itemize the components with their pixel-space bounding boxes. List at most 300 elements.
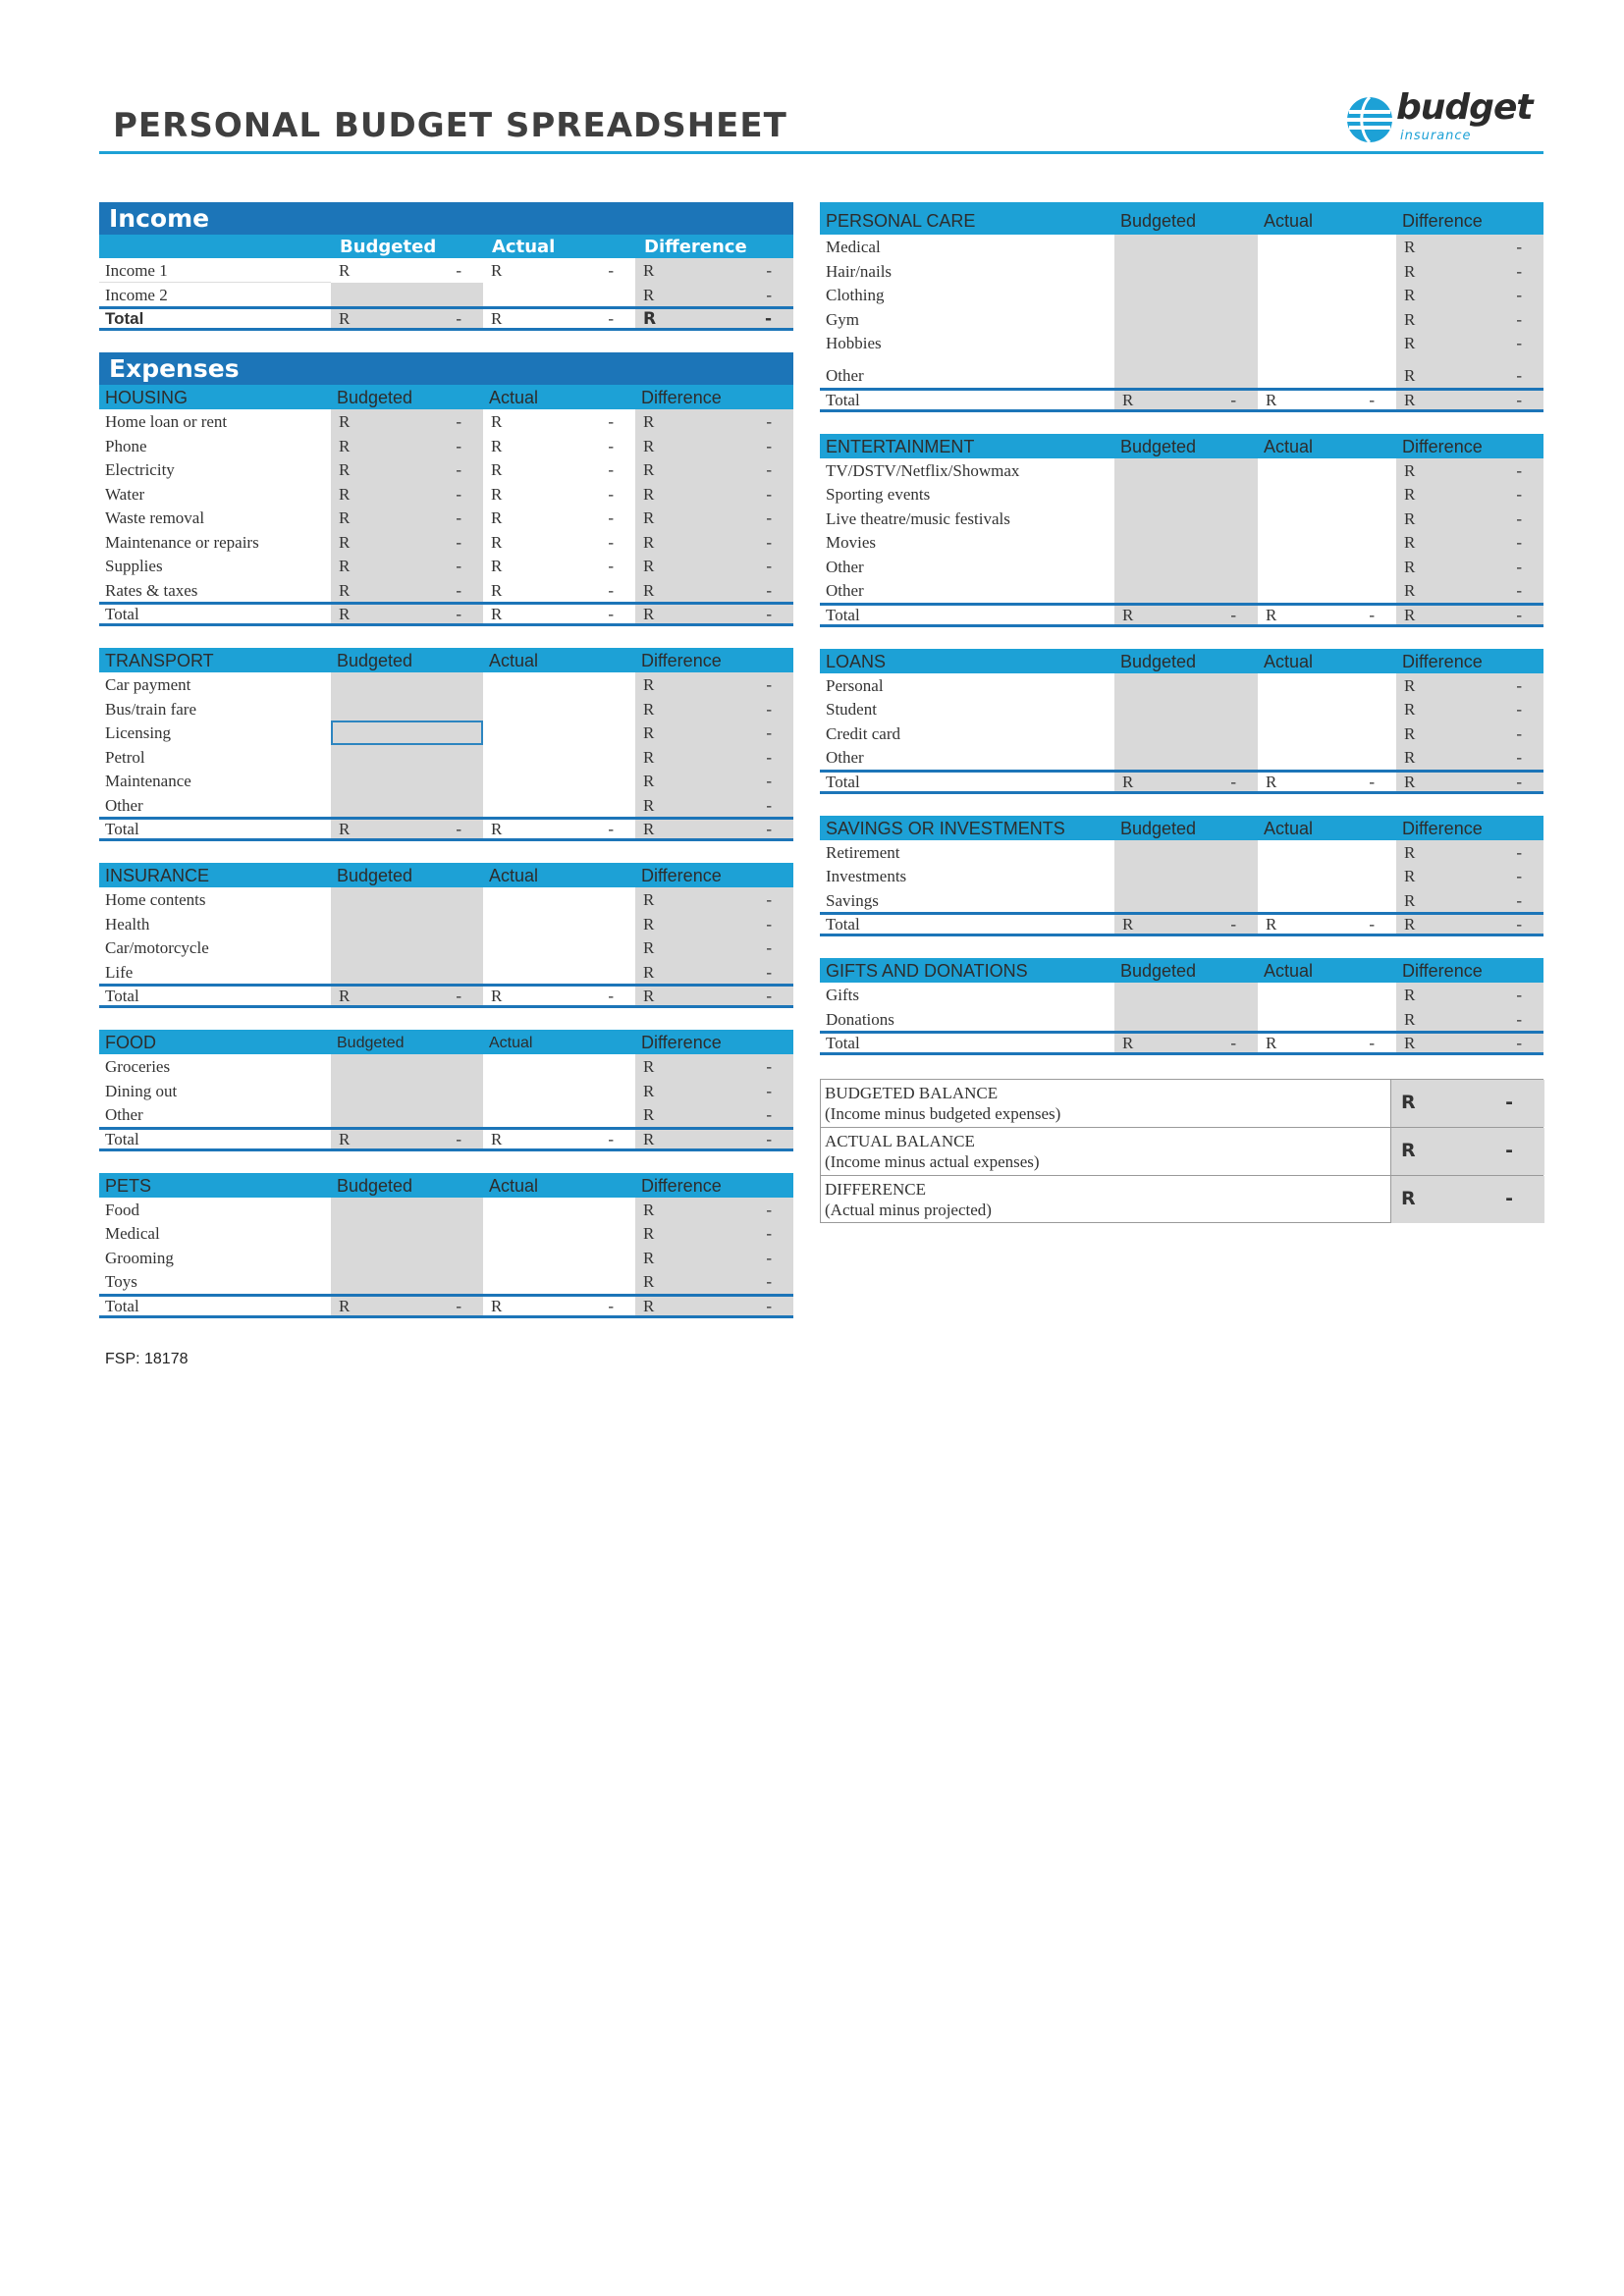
actual-cell[interactable]: [1258, 458, 1396, 483]
difference-balance-value: R -: [1391, 1176, 1544, 1223]
actual-cell[interactable]: [1258, 307, 1396, 332]
budgeted-cell[interactable]: [331, 1079, 483, 1103]
budgeted-cell[interactable]: [331, 793, 483, 818]
budgeted-cell[interactable]: [1114, 721, 1258, 746]
col-actual: Actual: [483, 1173, 635, 1198]
difference-cell: R -: [1396, 259, 1543, 284]
difference-cell: R -: [1396, 578, 1543, 603]
insurance-total-row: [99, 984, 793, 1008]
col-difference: Difference: [1396, 649, 1543, 673]
gifts-rows: [820, 983, 1543, 1031]
budgeted-cell[interactable]: [331, 769, 483, 793]
difference-total: R -: [1396, 603, 1543, 627]
loans-total-row: [820, 770, 1543, 794]
difference-cell: R -: [635, 769, 793, 793]
difference-cell: R -: [635, 745, 793, 770]
budgeted-cell[interactable]: [1114, 283, 1258, 307]
logo-subtext: insurance: [1400, 129, 1472, 143]
actual-cell[interactable]: [483, 960, 635, 985]
budgeted-cell[interactable]: [1114, 578, 1258, 603]
actual-cell[interactable]: R -: [491, 261, 614, 280]
budgeted-total: R -: [331, 817, 483, 841]
income-table: [99, 258, 793, 306]
actual-total: R -: [483, 1294, 635, 1318]
savings-total-row: [820, 912, 1543, 936]
difference-total: R -: [635, 1294, 793, 1318]
budgeted-cell[interactable]: R -: [331, 434, 483, 458]
globe-icon: [1345, 95, 1394, 144]
gifts-section: [820, 958, 1543, 1055]
actual-cell[interactable]: [1258, 983, 1396, 1007]
col-actual: Actual: [483, 863, 635, 887]
row-label: Health: [105, 914, 150, 934]
row-label: Clothing: [826, 286, 885, 304]
total-label: Total: [99, 1127, 331, 1151]
col-actual: Actual: [1258, 202, 1396, 235]
budgeted-cell[interactable]: R -: [331, 457, 483, 482]
balance-label: ACTUAL BALANCE: [825, 1132, 975, 1150]
budgeted-total: R -: [1114, 603, 1258, 627]
budgeted-cell[interactable]: [1114, 458, 1258, 483]
difference-cell: R -: [635, 1102, 793, 1127]
budgeted-cell[interactable]: [1114, 331, 1258, 355]
housing-section: [99, 385, 793, 626]
section-title: PERSONAL CARE: [820, 202, 1114, 235]
difference-cell: R -: [1396, 307, 1543, 332]
difference-total: R -: [1396, 388, 1543, 412]
actual-cell[interactable]: [483, 912, 635, 936]
budgeted-cell[interactable]: R -: [331, 554, 483, 578]
col-actual: Actual: [1258, 958, 1396, 983]
difference-cell: R -: [635, 506, 793, 530]
actual-cell[interactable]: R -: [491, 436, 614, 455]
budgeted-cell[interactable]: [1114, 745, 1258, 770]
row-label: Savings: [826, 890, 879, 910]
section-title: ENTERTAINMENT: [820, 434, 1114, 458]
col-budgeted: Budgeted: [331, 1173, 483, 1198]
difference-cell: R -: [635, 1054, 793, 1079]
actual-cell[interactable]: [483, 1198, 635, 1222]
difference-cell: R -: [635, 1269, 793, 1294]
budgeted-cell[interactable]: R -: [339, 261, 461, 280]
actual-cell[interactable]: R -: [491, 412, 614, 431]
row-label: Student: [826, 700, 877, 719]
row-label: Petrol: [105, 747, 145, 767]
total-label: Total: [820, 912, 1114, 936]
col-actual: Actual: [483, 385, 635, 409]
budgeted-cell[interactable]: [1114, 507, 1258, 531]
actual-cell[interactable]: [1258, 235, 1396, 259]
difference-cell: R -: [635, 1221, 793, 1246]
budgeted-cell[interactable]: [331, 887, 483, 912]
row-label: Other: [826, 581, 864, 600]
row-label: Supplies: [105, 557, 163, 575]
difference-cell: R -: [635, 793, 793, 818]
budgeted-cell[interactable]: [1114, 530, 1258, 555]
difference-total: R -: [635, 602, 793, 626]
row-label: Dining out: [105, 1081, 178, 1100]
actual-cell[interactable]: [1258, 864, 1396, 888]
pets-section: [99, 1173, 793, 1318]
section-title: TRANSPORT: [99, 648, 331, 672]
left-column: [99, 202, 793, 1340]
difference-cell: R -: [1396, 507, 1543, 531]
budgeted-cell[interactable]: R -: [331, 506, 483, 530]
actual-total: R -: [1258, 912, 1396, 936]
row-label: Income 2: [105, 285, 168, 304]
row-label: Car/motorcycle: [105, 938, 209, 957]
actual-cell[interactable]: [1258, 888, 1396, 913]
row-label: Personal: [826, 675, 884, 695]
balance-note: (Income minus budgeted expenses): [825, 1104, 1061, 1123]
actual-cell[interactable]: [483, 721, 635, 745]
row-label: Movies: [826, 533, 876, 552]
section-title: FOOD: [99, 1030, 331, 1054]
actual-total: R -: [1258, 603, 1396, 627]
actual-cell[interactable]: [1258, 331, 1396, 355]
col-difference: Difference: [1396, 202, 1543, 235]
budgeted-cell[interactable]: [331, 1269, 483, 1294]
budgeted-cell[interactable]: R -: [331, 409, 483, 434]
budgeted-total: R -: [1114, 912, 1258, 936]
transport-section: [99, 648, 793, 841]
actual-cell[interactable]: [483, 745, 635, 770]
actual-cell[interactable]: [1258, 482, 1396, 507]
budgeted-total: R -: [331, 984, 483, 1008]
loans-rows: [820, 673, 1543, 770]
savings-section: [820, 816, 1543, 937]
insurance-section: [99, 863, 793, 1008]
difference-cell: R -: [635, 482, 793, 507]
balance-note: (Income minus actual expenses): [825, 1152, 1040, 1171]
difference-cell: R -: [635, 554, 793, 578]
row-label: Hobbies: [826, 334, 882, 352]
row-label: TV/DSTV/Netflix/Showmax: [826, 460, 1020, 480]
col-difference: Difference: [1396, 958, 1543, 983]
difference-total: R -: [1396, 912, 1543, 936]
actual-cell[interactable]: [483, 1269, 635, 1294]
row-label: Other: [826, 748, 864, 767]
actual-cell[interactable]: [483, 769, 635, 793]
actual-cell[interactable]: R -: [491, 580, 614, 600]
section-title: PETS: [99, 1173, 331, 1198]
income-column-headers: [99, 235, 793, 258]
budgeted-cell[interactable]: [1114, 840, 1258, 865]
actual-cell[interactable]: R -: [491, 484, 614, 504]
row-label: Waste removal: [105, 508, 205, 527]
budgeted-cell[interactable]: R -: [331, 578, 483, 603]
food-rows: [99, 1054, 793, 1127]
actual-cell[interactable]: [1258, 1007, 1396, 1032]
actual-cell[interactable]: [483, 1102, 635, 1127]
income-total-row: [99, 306, 793, 331]
personal-care-section: [820, 202, 1543, 412]
total-label: Total: [99, 984, 331, 1008]
row-label: Income 1: [99, 258, 331, 283]
difference-cell: R -: [635, 258, 793, 283]
difference-cell: R -: [1396, 983, 1543, 1007]
housing-total-row: [99, 602, 793, 626]
budgeted-cell[interactable]: [331, 1054, 483, 1079]
actual-cell[interactable]: [1258, 555, 1396, 579]
actual-cell[interactable]: [1258, 578, 1396, 603]
difference-cell: R -: [635, 697, 793, 721]
total-label: Total: [99, 602, 331, 626]
row-label: Home contents: [105, 890, 206, 909]
actual-cell[interactable]: [1258, 283, 1396, 307]
budgeted-balance-value: R -: [1391, 1080, 1544, 1127]
row-label: Phone: [105, 436, 147, 455]
actual-cell[interactable]: [483, 1079, 635, 1103]
difference-cell: R -: [635, 912, 793, 936]
col-budgeted: Budgeted: [1114, 649, 1258, 673]
col-difference: Difference: [1396, 816, 1543, 840]
budgeted-cell[interactable]: [1114, 673, 1258, 698]
row-label: Other: [826, 557, 864, 576]
budgeted-cell[interactable]: [331, 1102, 483, 1127]
budgeted-cell[interactable]: [1114, 307, 1258, 332]
difference-cell: R -: [1396, 745, 1543, 770]
personal-care-total-row: [820, 388, 1543, 412]
budgeted-total: R -: [1114, 388, 1258, 412]
row-label: Medical: [826, 238, 881, 256]
col-budgeted: Budgeted: [331, 385, 483, 409]
difference-cell: R -: [635, 1079, 793, 1103]
transport-rows: [99, 672, 793, 817]
actual-cell[interactable]: [1258, 697, 1396, 721]
insurance-rows: [99, 887, 793, 984]
total-label: Total: [99, 1294, 331, 1318]
budgeted-cell[interactable]: [1114, 888, 1258, 913]
difference-cell: R -: [1396, 673, 1543, 698]
budgeted-cell[interactable]: [1114, 1007, 1258, 1032]
row-label: Maintenance: [105, 772, 191, 790]
balance-note: (Actual minus projected): [825, 1201, 992, 1219]
budgeted-cell[interactable]: [331, 1221, 483, 1246]
difference-cell: R -: [1396, 840, 1543, 865]
budgeted-cell[interactable]: [331, 1246, 483, 1270]
difference-total: R -: [635, 1127, 793, 1151]
balance-label: BUDGETED BALANCE: [825, 1084, 999, 1102]
budgeted-cell[interactable]: [331, 912, 483, 936]
actual-total: R -: [483, 817, 635, 841]
budgeted-total: R -: [1114, 1031, 1258, 1055]
row-label: Retirement: [826, 842, 900, 862]
row-label: Investments: [826, 867, 907, 885]
budget-insurance-logo: [1345, 87, 1533, 147]
col-budgeted: Budgeted: [1114, 434, 1258, 458]
actual-balance-row: [820, 1127, 1543, 1175]
row-label: Car payment: [105, 675, 191, 694]
income-heading: Income: [99, 202, 793, 235]
actual-cell[interactable]: [483, 1221, 635, 1246]
budgeted-cell[interactable]: [331, 672, 483, 697]
difference-balance-row: [820, 1175, 1543, 1223]
col-actual: Actual: [492, 237, 556, 257]
actual-cell[interactable]: [1258, 745, 1396, 770]
col-budgeted: Budgeted: [331, 648, 483, 672]
actual-cell[interactable]: [483, 1054, 635, 1079]
row-label: Toys: [105, 1272, 137, 1291]
col-difference: Difference: [635, 1030, 793, 1054]
row-label: Grooming: [105, 1248, 174, 1267]
actual-cell[interactable]: [483, 793, 635, 818]
difference-cell: R -: [635, 1246, 793, 1270]
row-label: Rates & taxes: [105, 580, 198, 600]
actual-cell[interactable]: [1258, 530, 1396, 555]
difference-cell: R -: [635, 935, 793, 960]
actual-cell[interactable]: [483, 887, 635, 912]
budgeted-balance-row: [820, 1079, 1543, 1127]
difference-cell: R -: [635, 1198, 793, 1222]
budgeted-cell[interactable]: R -: [331, 530, 483, 555]
budgeted-cell[interactable]: [1114, 355, 1258, 388]
budgeted-cell[interactable]: [331, 745, 483, 770]
budgeted-total: R -: [1114, 770, 1258, 794]
total-label: Total: [99, 306, 331, 331]
personal-care-rows: [820, 235, 1543, 388]
actual-cell[interactable]: R -: [491, 508, 614, 527]
difference-cell: R -: [635, 960, 793, 985]
row-label: Gym: [826, 309, 859, 329]
difference-cell: R -: [635, 721, 793, 745]
difference-cell: R -: [635, 283, 793, 307]
row-label: Sporting events: [826, 485, 931, 504]
col-budgeted: Budgeted: [331, 1030, 483, 1054]
pets-rows: [99, 1198, 793, 1294]
difference-cell: R -: [1396, 482, 1543, 507]
difference-cell: R -: [635, 409, 793, 434]
difference-cell: R -: [1396, 555, 1543, 579]
row-label: Food: [105, 1200, 139, 1219]
difference-cell: R -: [1396, 888, 1543, 913]
col-difference: Difference: [635, 863, 793, 887]
actual-cell[interactable]: [483, 935, 635, 960]
budgeted-cell[interactable]: [331, 721, 483, 745]
budgeted-total: R -: [331, 602, 483, 626]
budgeted-cell[interactable]: [1114, 864, 1258, 888]
difference-cell: R -: [1396, 331, 1543, 355]
actual-cell[interactable]: R -: [491, 460, 614, 479]
savings-rows: [820, 840, 1543, 913]
budgeted-cell[interactable]: [331, 697, 483, 721]
total-label: Total: [820, 603, 1114, 627]
budgeted-cell[interactable]: [1114, 983, 1258, 1007]
budgeted-total: R -: [331, 1127, 483, 1151]
difference-total: R -: [1396, 1031, 1543, 1055]
budgeted-cell[interactable]: [1114, 482, 1258, 507]
pets-total-row: [99, 1294, 793, 1318]
actual-cell[interactable]: [1258, 721, 1396, 746]
loans-section: [820, 649, 1543, 794]
expenses-heading: Expenses: [99, 352, 793, 385]
difference-cell: R -: [1396, 283, 1543, 307]
difference-cell: R -: [1396, 458, 1543, 483]
row-label: Hair/nails: [826, 261, 893, 281]
title-divider: [99, 151, 1543, 154]
row-label: Other: [826, 365, 864, 385]
difference-cell: R -: [1396, 1007, 1543, 1032]
entertainment-rows: [820, 458, 1543, 603]
actual-cell[interactable]: [1258, 507, 1396, 531]
section-title: SAVINGS OR INVESTMENTS: [820, 816, 1114, 840]
gifts-total-row: [820, 1031, 1543, 1055]
actual-total: R -: [483, 602, 635, 626]
row-label: Electricity: [105, 460, 175, 479]
difference-cell: R -: [1396, 864, 1543, 888]
actual-cell[interactable]: [483, 672, 635, 697]
budgeted-cell[interactable]: [1114, 259, 1258, 284]
actual-total: R -: [1258, 1031, 1396, 1055]
actual-balance-value: R -: [1391, 1128, 1544, 1175]
budgeted-cell[interactable]: [331, 960, 483, 985]
col-difference: Difference: [635, 385, 793, 409]
total-label: Total: [820, 1031, 1114, 1055]
col-difference: Difference: [1396, 434, 1543, 458]
actual-cell[interactable]: [1258, 355, 1396, 388]
actual-cell[interactable]: [1258, 673, 1396, 698]
actual-cell[interactable]: [483, 283, 635, 307]
budgeted-cell[interactable]: [1114, 555, 1258, 579]
food-total-row: [99, 1127, 793, 1151]
col-actual: Actual: [483, 1030, 635, 1054]
right-column: [820, 202, 1543, 1223]
col-budgeted: Budgeted: [331, 863, 483, 887]
transport-total-row: [99, 817, 793, 841]
difference-cell: R -: [1396, 721, 1543, 746]
actual-cell[interactable]: R -: [491, 557, 614, 575]
actual-cell[interactable]: [483, 1246, 635, 1270]
entertainment-total-row: [820, 603, 1543, 627]
balance-label: DIFFERENCE: [825, 1180, 926, 1199]
col-actual: Actual: [483, 648, 635, 672]
budgeted-cell[interactable]: [331, 283, 483, 307]
actual-cell[interactable]: [1258, 259, 1396, 284]
difference-cell: R -: [635, 887, 793, 912]
col-budgeted: Budgeted: [1114, 202, 1258, 235]
actual-cell[interactable]: [1258, 840, 1396, 865]
fsp-number: FSP: 18178: [105, 1351, 189, 1367]
row-label: Home loan or rent: [105, 412, 228, 431]
budgeted-cell[interactable]: [331, 1198, 483, 1222]
col-actual: Actual: [1258, 649, 1396, 673]
section-title: LOANS: [820, 649, 1114, 673]
row-label: Bus/train fare: [105, 699, 196, 719]
row-label: Medical: [105, 1224, 160, 1243]
budgeted-cell[interactable]: [331, 935, 483, 960]
actual-total: R -: [1258, 770, 1396, 794]
actual-cell[interactable]: [483, 697, 635, 721]
budgeted-cell[interactable]: R -: [331, 482, 483, 507]
col-difference: Difference: [644, 237, 747, 257]
actual-cell[interactable]: R -: [491, 532, 614, 552]
row-label: Credit card: [826, 723, 900, 743]
budgeted-cell[interactable]: [1114, 697, 1258, 721]
actual-total: R -: [483, 984, 635, 1008]
difference-cell: R -: [1396, 235, 1543, 259]
difference-cell: R -: [635, 434, 793, 458]
col-budgeted: Budgeted: [1114, 958, 1258, 983]
budgeted-cell[interactable]: [1114, 235, 1258, 259]
difference-cell: R -: [635, 672, 793, 697]
budgeted-total: R -: [331, 306, 483, 331]
col-actual: Actual: [1258, 816, 1396, 840]
row-label: Other: [105, 795, 143, 815]
difference-total: R -: [635, 817, 793, 841]
total-label: Total: [820, 388, 1114, 412]
row-label: Live theatre/music festivals: [826, 508, 1010, 528]
difference-cell: R -: [635, 578, 793, 603]
